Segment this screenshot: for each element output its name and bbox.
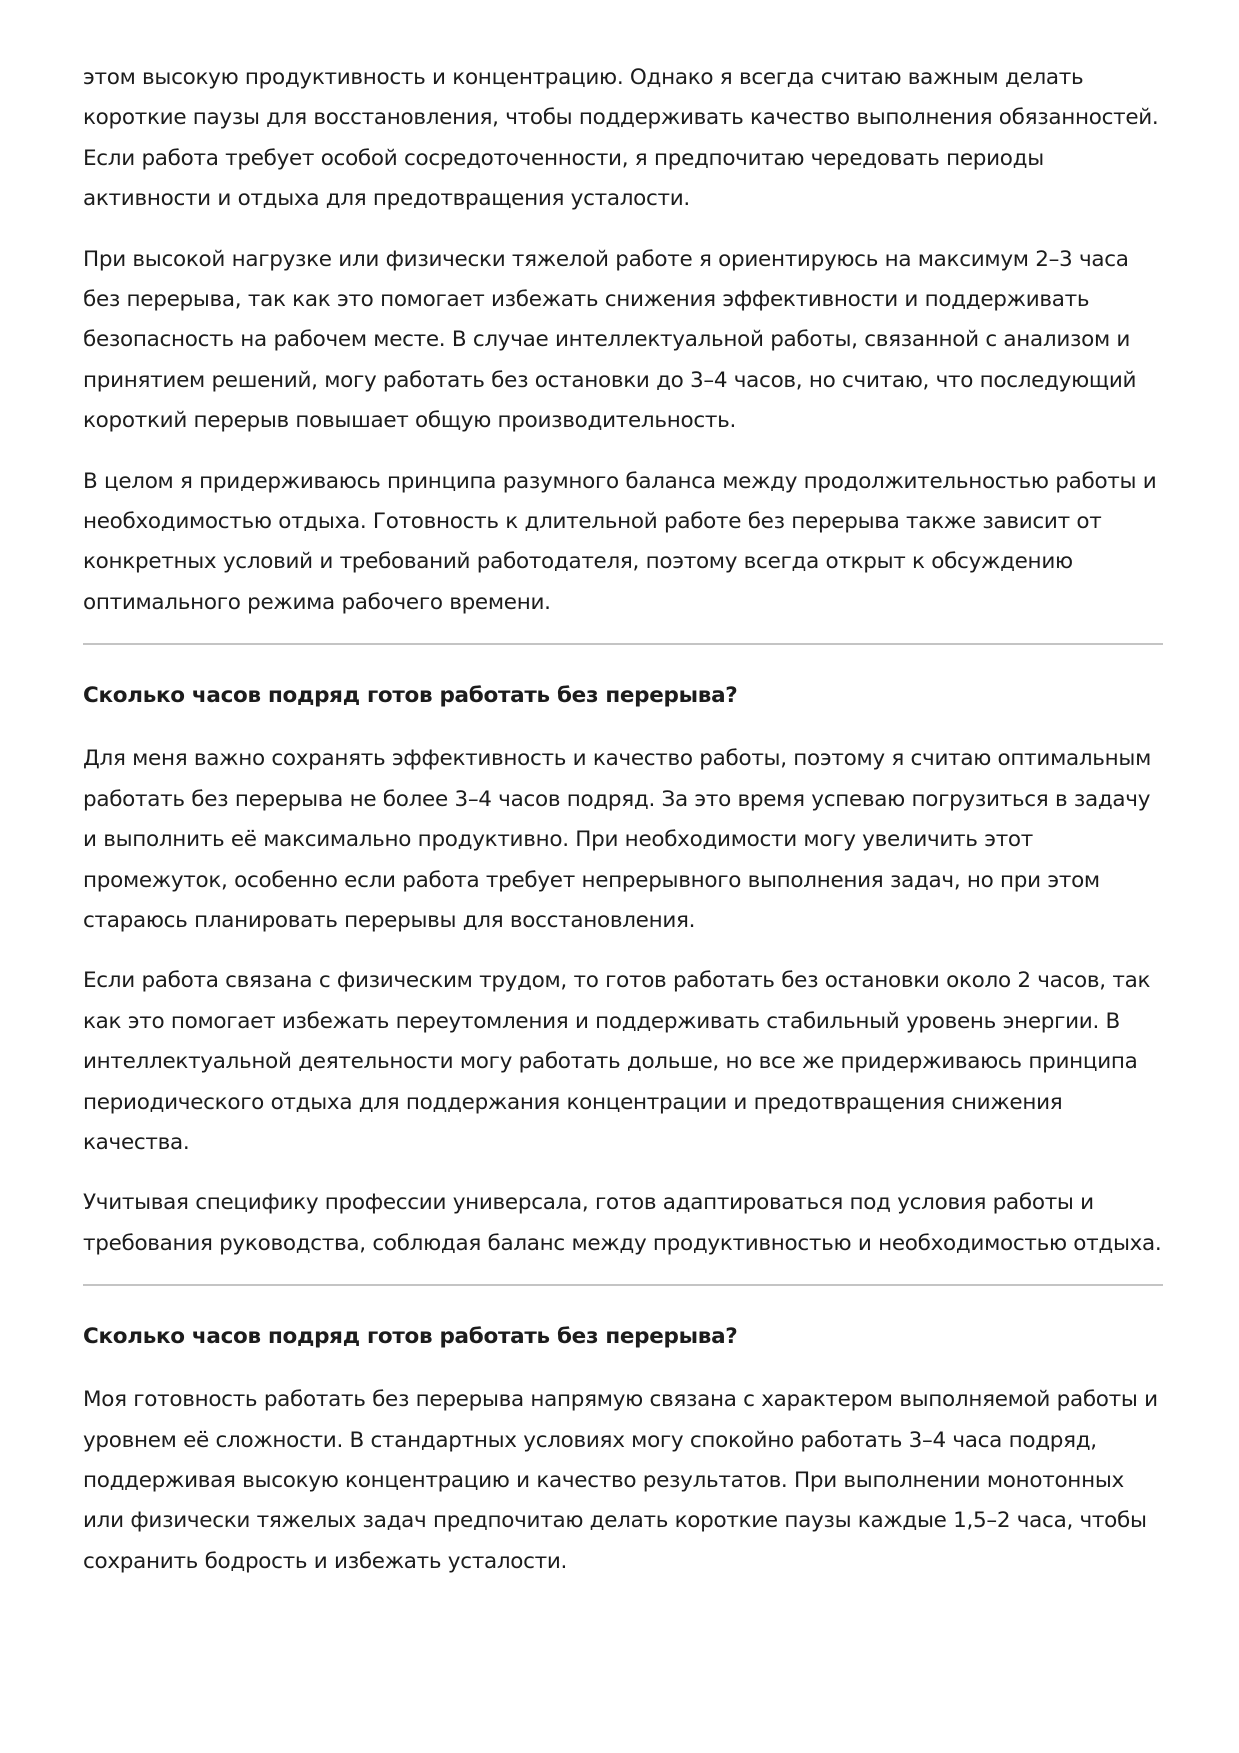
document-page [83, 58, 1163, 1602]
section-heading: Сколько часов подряд готов работать без перерыва? [83, 1324, 738, 1350]
paragraph: Учитывая специфику профессии универсала, готов адаптироваться под условия работы и требования руководства, соблюдая баланс между продуктивностью и необходимостью отдыха. [83, 1190, 1162, 1256]
paragraph: Если работа связана с физическим трудом, то готов работать без остановки около 2 часов, так как это помогает избежать переутомления и поддерживать стабильный уровень энергии. В интеллектуальной деятельности могу работать дольше, но все же придерживаюсь принципа периодического отдыха для поддержания концентрации и предотвращения снижения качества. [83, 968, 1151, 1155]
intro-section [83, 58, 1163, 623]
section-heading: Сколько часов подряд готов работать без перерыва? [83, 683, 738, 709]
answer-section [83, 1322, 1163, 1582]
paragraph: При высокой нагрузке или физически тяжелой работе я ориентируюсь на максимум 2–3 часа без перерыва, так как это помогает избежать снижения эффективности и поддерживать безопасность на рабочем месте. В случае интеллектуальной работы, связанной с анализом и принятием решений, могу работать без остановки до 3–4 часов, но считаю, что последующий короткий перерыв повышает общую производительность. [83, 246, 1137, 434]
section-divider [83, 1284, 1163, 1286]
section-divider [83, 643, 1163, 645]
paragraph: Моя готовность работать без перерыва напрямую связана с характером выполняемой работы и уровнем её сложности. В стандартных условиях могу спокойно работать 3–4 часа подряд, поддерживая высокую концентрацию и качество результатов. При выполнении монотонных или физически тяжелых задач предпочитаю делать короткие паузы каждые 1,5–2 часа, чтобы сохранить бодрость и избежать усталости. [83, 1387, 1158, 1574]
paragraph: этом высокую продуктивность и концентрацию. Однако я всегда считаю важным делать короткие паузы для восстановления, чтобы поддерживать качество выполнения обязанностей. Если работа требует особой сосредоточенности, я предпочитаю чередовать периоды активности и отдыха для предотвращения усталости. [83, 65, 1159, 212]
answer-section [83, 681, 1163, 1264]
paragraph: Для меня важно сохранять эффективность и качество работы, поэтому я считаю оптимальным работать без перерыва не более 3–4 часов подряд. За это время успеваю погрузиться в задачу и выполнить её максимально продуктивно. При необходимости могу увеличить этот промежуток, особенно если работа требует непрерывного выполнения задач, но при этом стараюсь планировать перерывы для восстановления. [83, 746, 1152, 933]
paragraph: В целом я придерживаюсь принципа разумного баланса между продолжительностью работы и необходимостью отдыха. Готовность к длительной работе без перерыва также зависит от конкретных условий и требований работодателя, поэтому всегда открыт к обсуждению оптимального режима рабочего времени. [83, 468, 1157, 615]
